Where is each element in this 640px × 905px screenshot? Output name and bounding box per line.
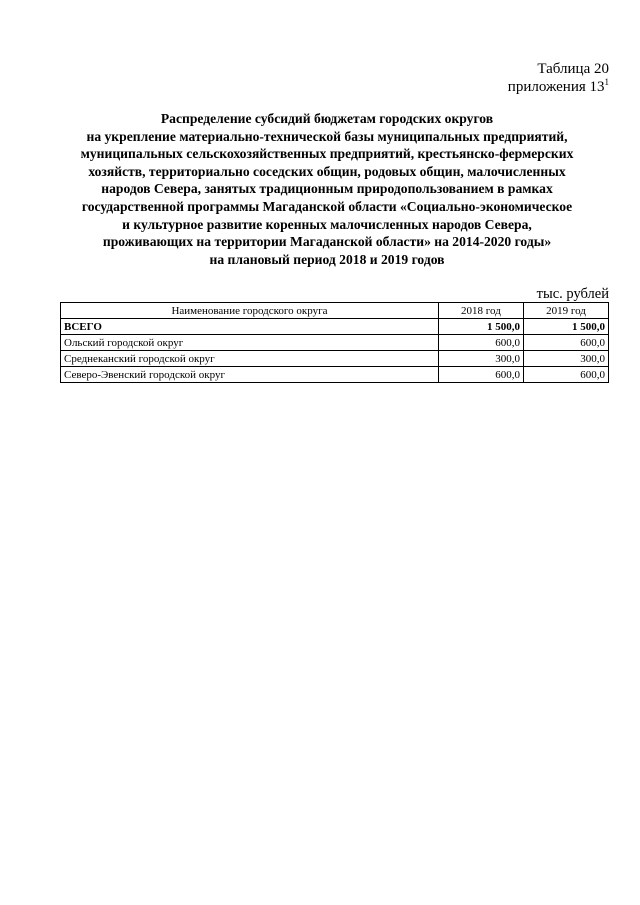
title-line: хозяйств, территориально соседских общин, родовых общин, малочисленных <box>88 163 566 179</box>
unit-label: тыс. рублей <box>536 286 609 302</box>
column-header-name: Наименование городского округа <box>61 303 439 319</box>
title-line: и культурное развитие коренных малочисленных народов Севера, <box>122 216 532 232</box>
title-line: государственной программы Магаданской области «Социально-экономическое <box>81 198 573 214</box>
title-line: на плановый период 2018 и 2019 годов <box>209 251 445 267</box>
title-line: народов Севера, занятых традиционным природопользованием в рамках <box>101 181 553 197</box>
table-row <box>61 335 609 351</box>
title-line: на укрепление материально-технической базы муниципальных предприятий, <box>86 128 568 144</box>
row-name: Ольский городской округ <box>61 335 439 351</box>
row-2018: 600,0 <box>438 367 523 383</box>
table-row <box>61 367 609 383</box>
row-2019: 600,0 <box>523 335 608 351</box>
row-name: Северо-Эвенский городской округ <box>61 367 439 383</box>
column-header-2018: 2018 год <box>438 303 523 319</box>
row-2019: 300,0 <box>523 351 608 367</box>
column-header-2019: 2019 год <box>523 303 608 319</box>
total-2018: 1 500,0 <box>438 319 523 335</box>
row-name: Среднеканский городской округ <box>61 351 439 367</box>
title-line: проживающих на территории Магаданской области» на 2014-2020 годы» <box>102 234 552 250</box>
subsidy-table <box>60 302 609 383</box>
table-row <box>61 351 609 367</box>
title-line: муниципальных сельскохозяйственных предприятий, крестьянско-фермерских <box>80 146 574 162</box>
table-label: Таблица 20 <box>537 61 609 77</box>
appendix-superscript: 1 <box>604 77 609 87</box>
total-2019: 1 500,0 <box>523 319 608 335</box>
appendix-label <box>508 78 609 96</box>
title-line: Распределение субсидий бюджетам городских округов <box>160 111 494 126</box>
row-2019: 600,0 <box>523 367 608 383</box>
table-reference <box>508 60 609 96</box>
table-total-row <box>61 319 609 335</box>
total-label: ВСЕГО <box>61 319 439 335</box>
table-header-row <box>61 303 609 319</box>
row-2018: 300,0 <box>438 351 523 367</box>
appendix-text: приложения 13 <box>507 79 605 95</box>
row-2018: 600,0 <box>438 335 523 351</box>
document-title <box>40 110 614 268</box>
